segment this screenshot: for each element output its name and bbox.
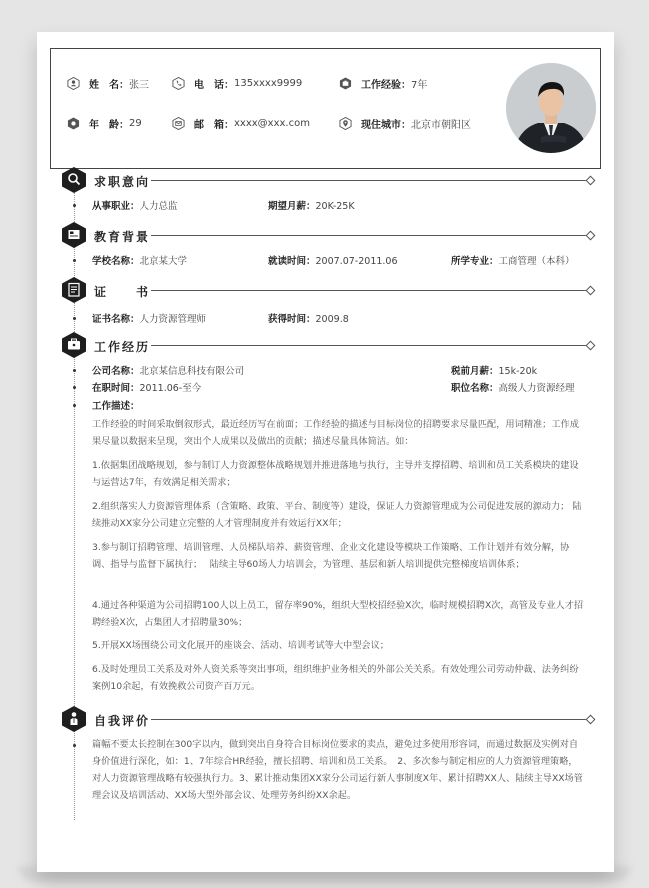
divider-diamond <box>586 286 596 296</box>
work-paragraph: 4.通过各种渠道为公司招聘100人以上员工，留存率90%，组织大型校招经验X次，临时规模招聘X次，高管及专业人才招聘经验X次，占集团人才招聘量30%； <box>92 600 584 628</box>
location-icon <box>339 117 352 130</box>
work-salary-field: 税前月薪：15k-20k <box>451 366 538 377</box>
section-title-work: 工作经历 <box>94 340 151 354</box>
work-paragraph: 工作经验的时间采取倒叙形式，最近经历写在前面；工作经验的描述与目标岗位的招聘要求尽量匹配，用词精准；工作成果尽量以数据来呈现，突出个人成果以及做出的贡献；描述尽量具体简洁。如： <box>92 419 579 447</box>
person-icon <box>67 77 80 90</box>
section-divider <box>151 719 587 720</box>
work-paragraph: 6.及时处理员工关系及对外人资关系等突出事项，组织维护业务相关的外部公关关系。有效处理公司劳动仲裁、法务纠纷案例10余起，有效挽救公司资产百万元。 <box>92 664 579 692</box>
section-title-intent: 求职意向 <box>94 175 151 189</box>
city-field: 现住城市： 北京市朝阳区 <box>339 116 471 131</box>
bullet-dot <box>73 204 76 207</box>
divider-diamond <box>586 715 596 725</box>
study-period-field: 就读时间：2007.07-2011.06 <box>268 256 398 267</box>
resume-page <box>37 32 614 872</box>
section-title-certificate: 证 书 <box>94 285 151 299</box>
work-paragraph: 5.开展XX场围绕公司文化展开的座谈会、活动、培训考试等大中型会议； <box>92 640 389 651</box>
section-divider <box>151 180 587 181</box>
bullet-dot <box>73 259 76 262</box>
profile-header <box>50 48 601 169</box>
section-divider <box>151 290 587 291</box>
salary-field: 期望月薪：20K-25K <box>268 201 355 212</box>
age-icon <box>67 117 80 130</box>
phone-icon <box>172 77 185 90</box>
work-paragraph: 1.依据集团战略规划，参与制订人力资源整体战略规划并推进落地与执行，主导并支撑招聘、培训和员工关系模块的建设与运营达7年，有效满足相关需求； <box>92 460 579 488</box>
certificate-name-field: 证书名称：人力资源管理师 <box>92 314 207 325</box>
age-field: 年 龄： 29 <box>67 116 142 131</box>
company-field: 公司名称：北京某信息科技有限公司 <box>92 366 245 377</box>
work-paragraph: 3.参与制订招聘管理、培训管理、人员梯队培养、薪资管理、企业文化建设等模块工作策略、工作计划并有效分解，协调、指导与监督下属执行； 陆续主导60场人力培训会，为管理、基层和新人培训提供完整梯度培训体系； <box>92 542 570 570</box>
major-field: 所学专业：工商管理（本科） <box>451 256 575 267</box>
bullet-dot <box>73 317 76 320</box>
section-divider <box>151 345 587 346</box>
bullet-dot <box>73 369 76 372</box>
certificate-icon <box>61 276 87 304</box>
bullet-dot <box>73 744 76 747</box>
divider-diamond <box>586 231 596 241</box>
work-paragraph: 2.组织落实人力资源管理体系（含策略、政策、平台、制度等）建设，保证人力资源管理成为公司促进发展的源动力； 陆续推动XX家分公司建立完整的人才管理制度并有效运行XX年； <box>92 501 582 529</box>
wallet-icon <box>61 331 87 359</box>
briefcase-icon <box>339 77 352 90</box>
section-title-education: 教育背景 <box>94 230 151 244</box>
phone-field: 电 话： 135xxxx9999 <box>172 76 302 91</box>
bullet-dot <box>73 386 76 389</box>
work-desc-label: 工作描述： <box>92 401 140 412</box>
tenure-field: 在职时间：2011.06-至今 <box>92 383 202 394</box>
mail-icon <box>172 117 185 130</box>
search-icon <box>61 166 87 194</box>
experience-field: 工作经验： 7年 <box>339 76 427 91</box>
certificate-date-field: 获得时间：2009.8 <box>268 314 349 325</box>
bullet-dot <box>73 404 76 407</box>
profile-photo <box>506 63 596 153</box>
school-field: 学校名称：北京某大学 <box>92 256 188 267</box>
section-divider <box>151 235 587 236</box>
section-title-self: 自我评价 <box>94 714 151 728</box>
user-icon <box>61 705 87 733</box>
job-field: 从事职业：人力总监 <box>92 201 178 212</box>
self-evaluation-text: 篇幅不要太长控制在300字以内，做到突出自身符合目标岗位要求的卖点，避免过多使用形容词，而通过数据及实例对自身价值进行深化，如：1、7年综合HR经验，擅长招聘、培训和员工关系。 2、多次参与制定相应的人力资源管理策略，对人力资源管理战略有较强执行力。3、累计推动集团XX家分公司运行新人事制度X年、累计招聘XX人、陆续主导XX场管理会议及培训活动、XX场大型外部会议、处理劳务纠纷XX余起。 <box>92 739 583 801</box>
divider-diamond <box>586 341 596 351</box>
email-field: 邮 箱： xxxx@xxx.com <box>172 116 310 131</box>
divider-diamond <box>586 176 596 186</box>
avatar <box>506 63 596 153</box>
position-field: 职位名称：高级人力资源经理 <box>451 383 575 394</box>
book-icon <box>61 221 87 249</box>
name-field: 姓 名： 张三 <box>67 76 149 91</box>
